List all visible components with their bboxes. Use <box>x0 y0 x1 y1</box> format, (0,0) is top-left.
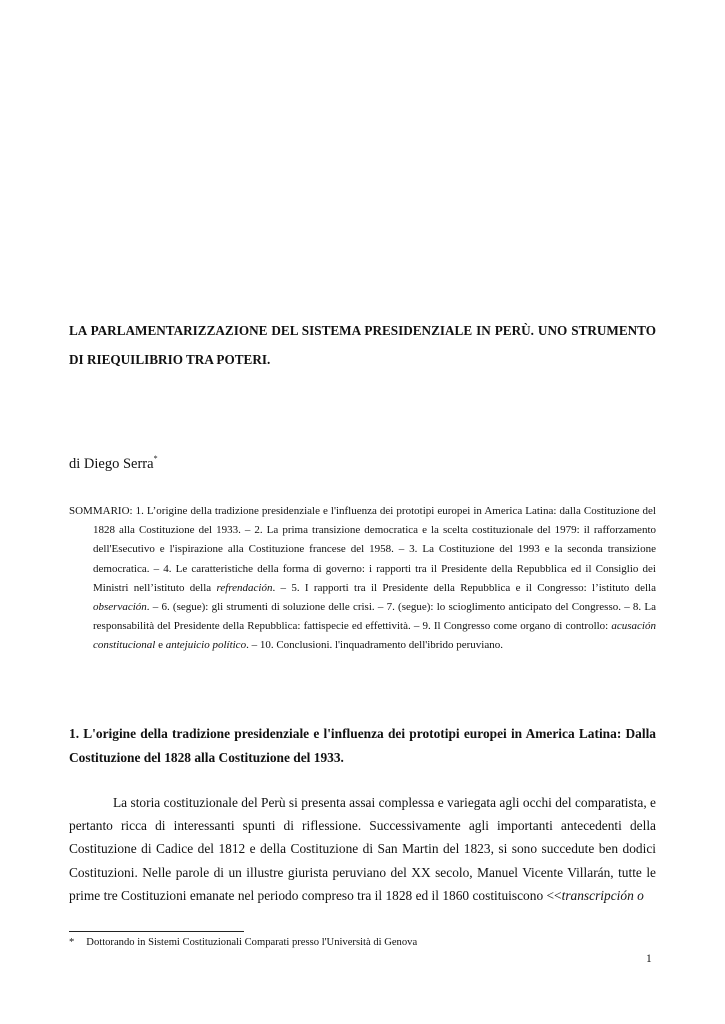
footnote-text: Dottorando in Sistemi Costituzionali Comparati presso l'Università di Genova <box>86 937 418 948</box>
summary-term-refrendacion: refrendación <box>216 581 273 594</box>
document-title: LA PARLAMENTARIZZAZIONE DEL SISTEMA PRESIDENZIALE IN PERÙ. UNO STRUMENTO DI RIEQUILIBRIO TRA POTERI. <box>69 323 656 367</box>
footnote <box>69 937 417 948</box>
footnote-separator <box>69 931 244 932</box>
section-heading: 1. L'origine della tradizione presidenziale e l'influenza dei prototipi europei in America Latina: Dalla Costituzione del 1828 alla Costituzione del 1933. <box>69 726 656 765</box>
summary-term-acusacion: acusación constitucional <box>93 620 656 652</box>
summary-text: SOMMARIO: 1. L’origine della tradizione presidenziale e l'influenza dei prototipi europei in America Latina: dalla Costituzione del 1828 alla Costituzione del 1933. – 2. La prima transizione democratica e la scelta costituzionale del 1979: il rafforzamento dell'Esecutivo e l'ispirazione alla Costituzione francese del 1958. – 3. La Costituzione del 1993 e la seconda transizione democratica. – 4. Le caratteristiche della forma di governo: i rapporti tra il Presidente della Repubblica ed il Consiglio dei Ministri nell’istituto della <box>69 505 656 594</box>
author-name: di Diego Serra <box>69 456 154 472</box>
summary-term-observacion: observación <box>93 601 147 614</box>
summary-text: . – 10. Conclusioni. l'inquadramento dell'ibrido peruviano. <box>246 639 503 652</box>
section-paragraph <box>69 791 656 907</box>
author-footnote-marker: * <box>153 454 158 463</box>
author-line <box>69 454 158 473</box>
paragraph-text: La storia costituzionale del Perù si presenta assai complessa e variegata agli occhi del comparatista, e pertanto ricca di interessanti spunti di riflessione. Successivamente agli importanti antecedenti della Costituzione di Cadice del 1812 e della Costituzione di San Martin del 1823, si sono succedute ben dodici Costituzioni. Nelle parole di un illustre giurista peruviano del XX secolo, Manuel Vicente Villarán, tutte le prime tre Costituzioni emanate nel periodo compreso tra il 1828 ed il 1860 costituiscono << <box>69 795 656 903</box>
summary-text: e <box>155 639 166 652</box>
paragraph-italic-tail: transcripción o <box>561 887 644 903</box>
page-number: 1 <box>646 953 652 965</box>
summary-text: . – 6. (segue): gli strumenti di soluzione delle crisi. – 7. (segue): lo scioglimento anticipato del Congresso. – 8. La responsabilità del Presidente della Repubblica: fattispecie ed effettività. – 9. Il Congresso come organo di controllo: <box>93 601 656 633</box>
footnote-marker: * <box>69 937 75 948</box>
summary <box>69 502 656 656</box>
summary-term-antejuicio: antejuicio político <box>165 639 247 652</box>
summary-text: . – 5. I rapporti tra il Presidente della Repubblica e il Congresso: l’istituto della <box>272 581 656 594</box>
